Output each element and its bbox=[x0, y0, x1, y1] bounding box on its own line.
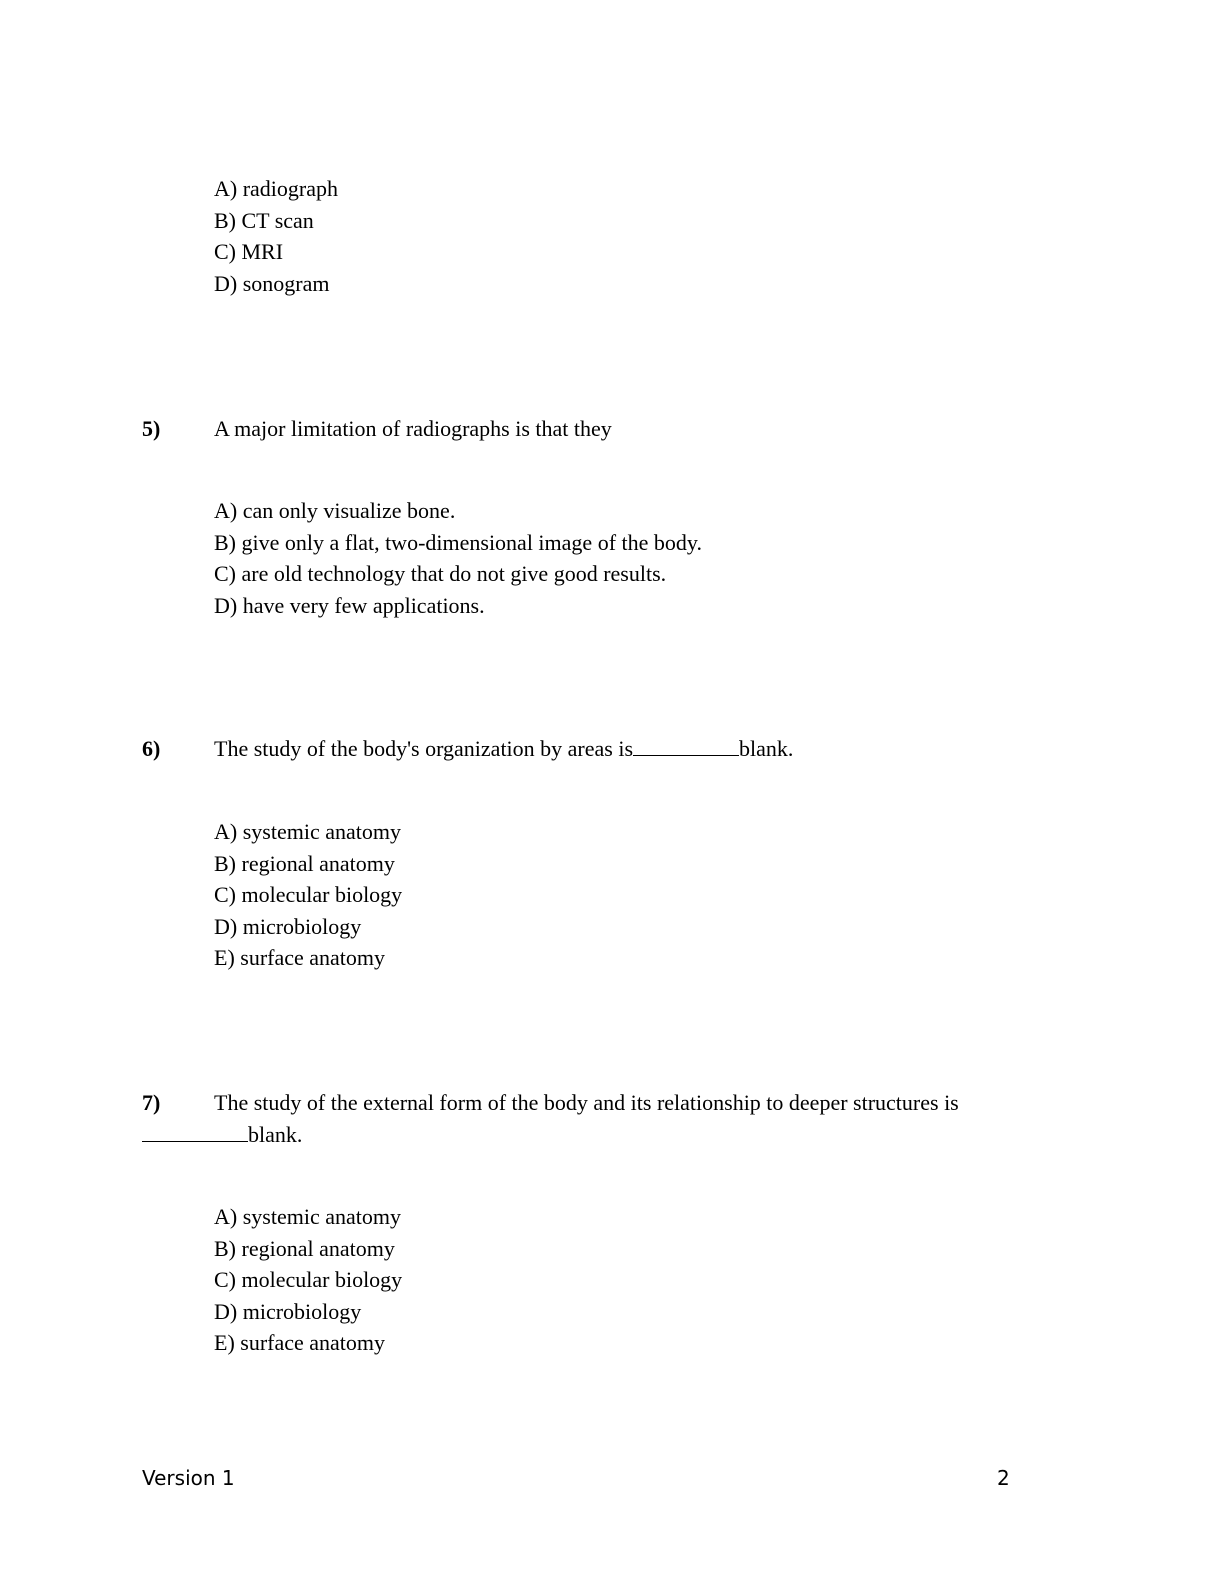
q7-option-b: B) regional anatomy bbox=[214, 1235, 395, 1261]
q7-blank bbox=[142, 1123, 248, 1142]
q7-option-a: A) systemic anatomy bbox=[214, 1204, 401, 1229]
q6-options bbox=[214, 816, 402, 974]
q7-number: 7) bbox=[142, 1090, 161, 1115]
q7-text bbox=[142, 1087, 1022, 1150]
q5-text: A major limitation of radiographs is that they bbox=[214, 416, 612, 441]
q5-option-b: B) give only a flat, two-dimensional image of the body. bbox=[214, 529, 702, 555]
q4-option-c: C) MRI bbox=[214, 239, 284, 264]
q6-text-after: blank. bbox=[739, 736, 794, 761]
q7-option-d: D) microbiology bbox=[214, 1298, 362, 1324]
q5-option-c: C) are old technology that do not give good results. bbox=[214, 561, 667, 586]
q5-options bbox=[214, 495, 702, 621]
q4-option-a: A) radiograph bbox=[214, 176, 339, 201]
q7-option-c: C) molecular biology bbox=[214, 1267, 403, 1292]
q6-text-before: The study of the body's organization by areas is bbox=[214, 736, 634, 761]
q4-option-b: B) CT scan bbox=[214, 207, 314, 233]
q6-option-c: C) molecular biology bbox=[214, 882, 403, 907]
q5-number: 5) bbox=[142, 416, 161, 441]
q6-option-d: D) microbiology bbox=[214, 913, 362, 939]
q5-option-d: D) have very few applications. bbox=[214, 592, 485, 618]
q5-option-a: A) can only visualize bone. bbox=[214, 498, 456, 523]
q7-text-after: blank. bbox=[248, 1121, 303, 1147]
q6-option-a: A) systemic anatomy bbox=[214, 819, 401, 844]
q7-options bbox=[214, 1201, 402, 1359]
q7-option-e: E) surface anatomy bbox=[214, 1330, 386, 1355]
q6-blank bbox=[633, 737, 739, 756]
q6-number: 6) bbox=[142, 736, 161, 761]
q6-option-e: E) surface anatomy bbox=[214, 945, 386, 970]
q4-option-d: D) sonogram bbox=[214, 270, 330, 296]
footer-page-number: 2 bbox=[997, 1466, 1010, 1490]
q7-text-before: The study of the external form of the body and its relationship to deeper structures is bbox=[214, 1090, 959, 1115]
q4-options bbox=[214, 173, 338, 299]
q6-option-b: B) regional anatomy bbox=[214, 850, 395, 876]
footer-version: Version 1 bbox=[142, 1466, 235, 1490]
q6-text bbox=[214, 733, 793, 765]
